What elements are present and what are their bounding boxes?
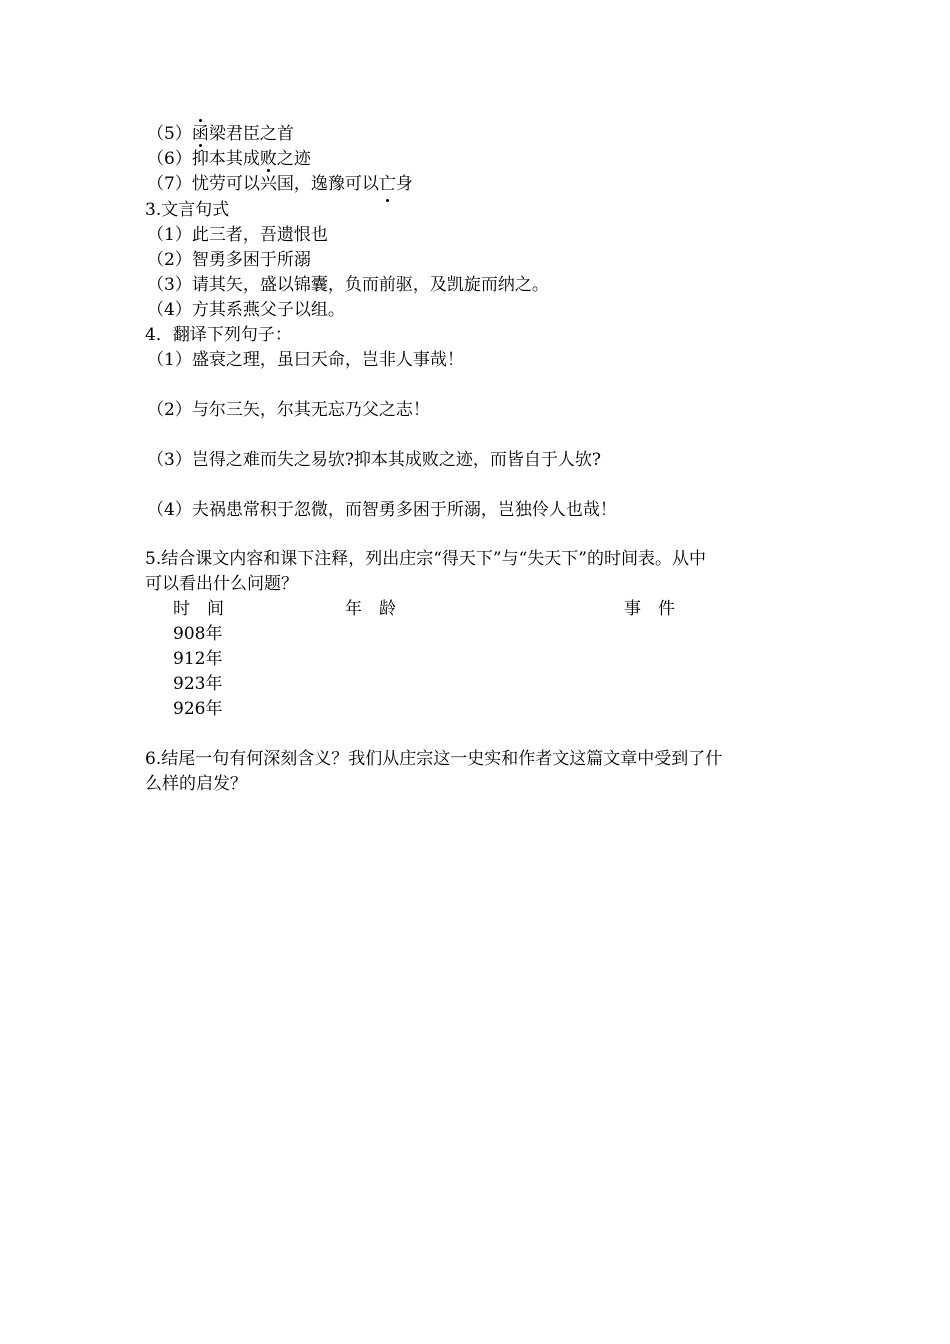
table-year: 923年 xyxy=(173,674,223,694)
table-header-age: 年 龄 xyxy=(345,599,396,619)
section4-item: （1）盛衰之理，虽曰天命，岂非人事哉！ xyxy=(147,350,464,370)
vocab-item-7: （7）忧劳可以兴国，逸豫可以亡身 xyxy=(147,172,413,197)
table-year: 912年 xyxy=(173,649,223,669)
section3-item: （2）智勇多困于所溺 xyxy=(147,250,311,270)
section3-heading: 3.文言句式 xyxy=(145,200,230,220)
table-year: 926年 xyxy=(173,699,223,719)
section5-question: 5.结合课文内容和课下注释，列出庄宗“得天下”与“失天下”的时间表。从中 xyxy=(145,549,706,569)
section4-heading: 4．翻译下列句子： xyxy=(145,325,292,345)
section5-question-cont: 可以看出什么问题？ xyxy=(145,574,298,594)
section4-item: （4）夫祸患常积于忽微，而智勇多困于所溺，岂独伶人也哉！ xyxy=(147,500,617,520)
emphasis-dot-char: 函 xyxy=(192,122,209,147)
section3-item: （3）请其矢，盛以锦囊，负而前驱，及凯旋而纳之。 xyxy=(147,275,549,295)
table-year: 908年 xyxy=(173,624,223,644)
section6-question: 6.结尾一句有何深刻含义？我们从庄宗这一史实和作者文这篇文章中受到了什 xyxy=(145,749,723,769)
section4-item: （2）与尔三矢，尔其无忘乃父之志！ xyxy=(147,400,430,420)
table-header-time: 时 间 xyxy=(173,599,224,619)
vocab-item-5: （5）函梁君臣之首 xyxy=(147,122,294,147)
section4-item: （3）岂得之难而失之易欤?抑本其成败之迹，而皆自于人欤? xyxy=(147,450,602,470)
emphasis-dot-char: 亡 xyxy=(379,172,396,197)
section3-item: （4）方其系燕父子以组。 xyxy=(147,300,345,320)
section3-item: （1）此三者，吾遗恨也 xyxy=(147,225,328,245)
table-header-event: 事 件 xyxy=(624,599,675,619)
emphasis-dot-char: 兴 xyxy=(260,172,277,197)
vocab-item-6: （6）抑本其成败之迹 xyxy=(147,147,311,172)
emphasis-dot-char: 抑 xyxy=(192,147,209,172)
section6-question-cont: 么样的启发？ xyxy=(145,774,247,794)
